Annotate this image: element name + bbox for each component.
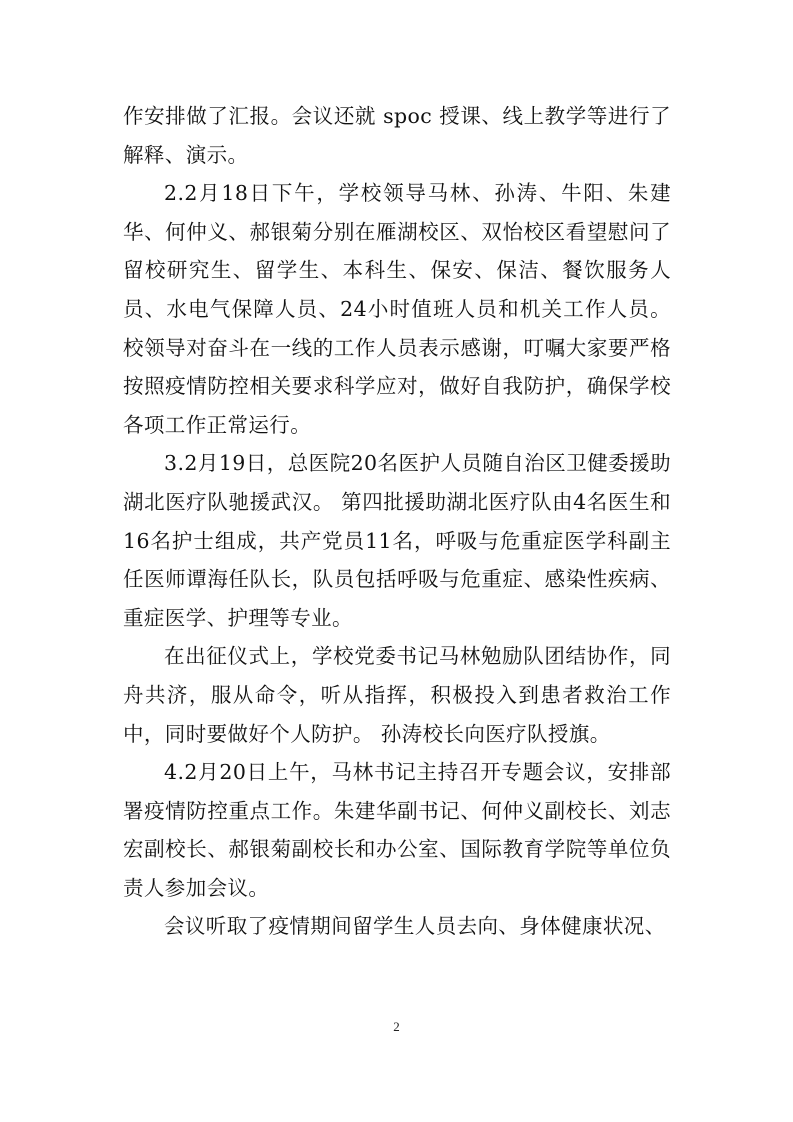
page-number: 2	[393, 1019, 400, 1034]
paragraph-ceremony: 在出征仪式上，学校党委书记马林勉励队团结协作，同舟共济，服从命令，听从指挥，积极投入到患者救治工作中，同时要做好个人防护。 孙涛校长向医疗队授旗。	[123, 644, 671, 746]
paragraph-item-3: 3.2月19日，总医院20名医护人员随自治区卫健委援助湖北医疗队驰援武汉。 第四批援助湖北医疗队由4名医生和16名护士组成，共产党员11名，呼吸与危重症医学科副主任医师谭海任队长，队员包括呼吸与危重症、感染性疾病、重症医学、护理等专业。	[123, 451, 671, 630]
paragraph-continuation: 作安排做了汇报。会议还就 spoc 授课、线上教学等进行了解释、演示。	[123, 104, 671, 167]
paragraph-item-4: 4.2月20日上午，马林书记主持召开专题会议，安排部署疫情防控重点工作。朱建华副书记、何仲义副校长、刘志宏副校长、郝银菊副校长和办公室、国际教育学院等单位负责人参加会议。	[123, 760, 671, 900]
document-body	[123, 97, 671, 946]
paragraph-meeting: 会议听取了疫情期间留学生人员去向、身体健康状况、	[164, 914, 666, 939]
paragraph-item-2: 2.2月18日下午，学校领导马林、孙涛、牛阳、朱建华、何仲义、郝银菊分别在雁湖校区、双怡校区看望慰问了留校研究生、留学生、本科生、保安、保洁、餐饮服务人员、水电气保障人员、24小时值班人员和机关工作人员。校领导对奋斗在一线的工作人员表示感谢，叮嘱大家要严格按照疫情防控相关要求科学应对，做好自我防护，确保学校各项工作正常运行。	[123, 181, 671, 437]
